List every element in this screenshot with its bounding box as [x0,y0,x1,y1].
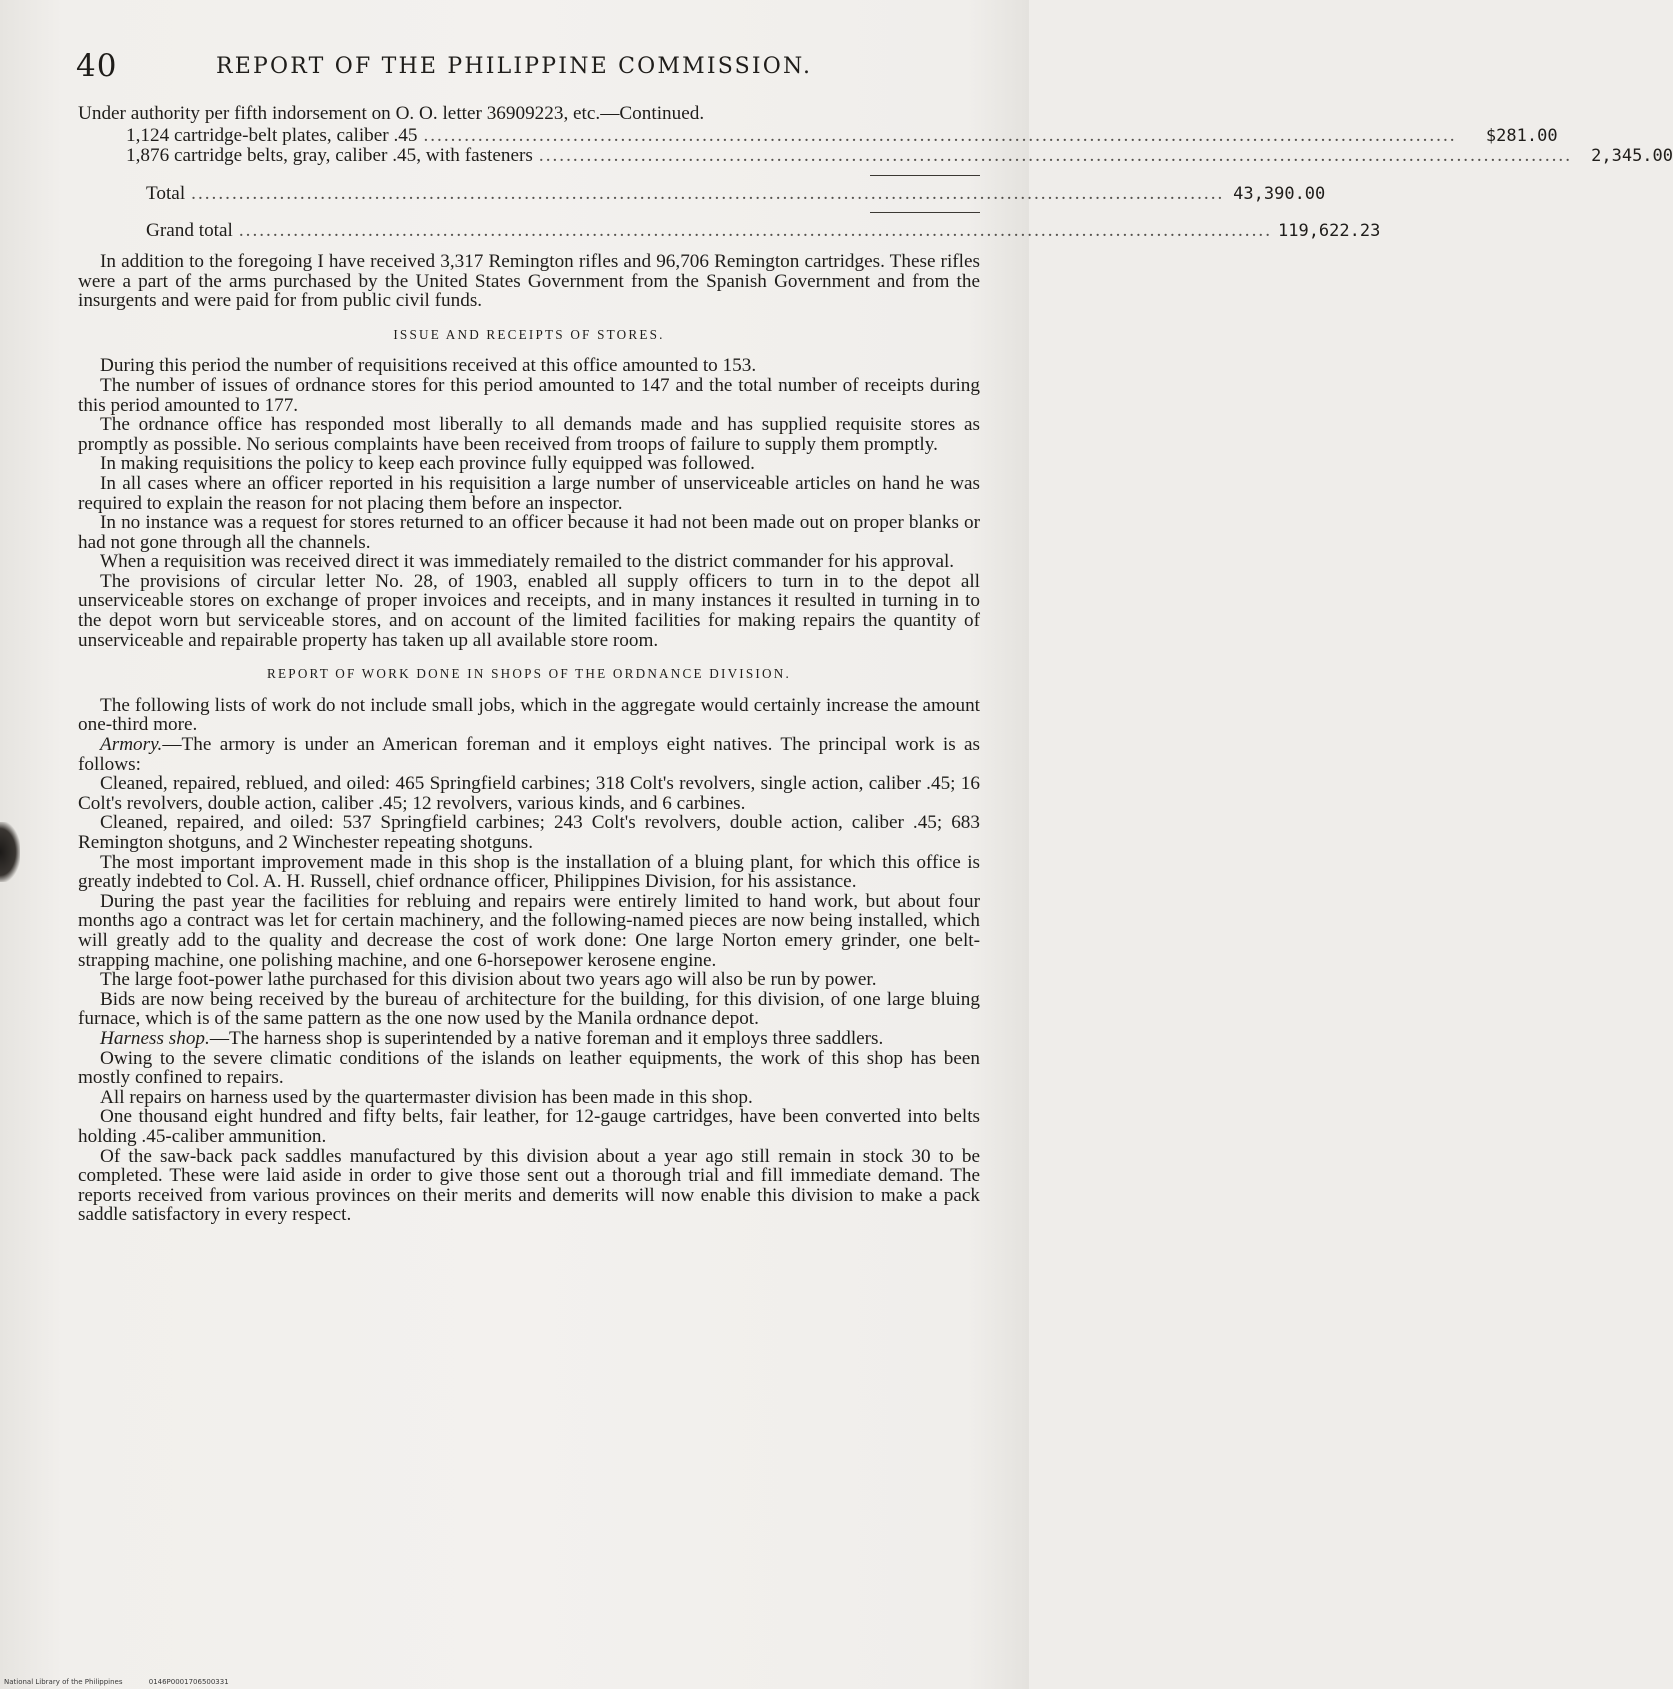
binding-shadow [0,822,20,882]
armory-label: Armory. [100,734,163,756]
paragraph: Cleaned, repaired, reblued, and oiled: 465 Springfield carbines; 318 Colt's revolvers, single action, caliber .45; 16 Colt's revolvers, double action, caliber .45; 12 revolvers, various kinds, and 6 carbines. [78,773,980,814]
ledger-item-description: 1,124 cartridge-belt plates, caliber .45 [126,124,418,146]
leader-dots: ........................................................................................................................................................ [538,145,1573,167]
page-content [78,103,1673,1226]
armory-paragraph [78,735,980,774]
work-section [78,696,980,1225]
harness-label: Harness shop. [100,1027,210,1049]
paragraph: The ordnance office has responded most liberally to all demands made and has supplied requisite stores as promptly as possible. No serious complaints have been received from troops of failure to supply them promptly. [78,414,980,455]
paragraph: Of the saw-back pack saddles manufactured by this division about a year ago still remain in stock 30 to be completed. These were laid aside in order to give those sent out a thorough trial and fill immediate demand. The reports received from various provinces on their merits and demerits will now enable this division to make a pack saddle satisfactory in every respect. [78,1145,980,1226]
paragraph: The provisions of circular letter No. 28, of 1903, enabled all supply officers to turn in to the depot all unserviceable stores on exchange of proper invoices and receipts, and in many instances it resulted in turning in to the depot worn but serviceable stores, and on account of the limited facilities for making repairs the quantity of unserviceable and repairable property has taken up all available store room. [78,570,980,651]
total-amount: 43,390.00 [1233,183,1326,204]
ledger-item-amount: $281.00 [1485,125,1558,146]
total-label: Total [146,182,186,204]
paragraph: The following lists of work do not include small jobs, which in the aggregate would certainly increase the amount one-third more. [78,694,980,736]
ledger-item [78,145,1673,167]
grand-total-rule [870,212,980,213]
paragraph: All repairs on harness used by the quartermaster division has been made in this shop. [100,1086,753,1108]
issue-section [78,356,980,650]
paragraph: The large foot-power lathe purchased for this division about two years ago will also be run by power. [100,969,877,991]
paragraph: The number of issues of ordnance stores for this period amounted to 147 and the total number of receipts during this period amounted to 177. [78,374,980,416]
footer-library: National Library of the Philippines [4,1678,123,1686]
ledger-item-description: 1,876 cartridge belts, gray, caliber .45, with fasteners [126,145,533,167]
leader-dots: ........................................................................................................................................................ [423,124,1457,146]
paragraph: In no instance was a request for stores returned to an officer because it had not been made out on proper blanks or had not gone through all the channels. [78,512,980,553]
harness-paragraph [78,1029,980,1049]
paragraph: Bids are now being received by the bureau of architecture for the building, for this division, of one large bluing furnace, which is of the same pattern as the one now used by the Manila ordnance depot. [78,988,980,1030]
ledger [78,103,1673,242]
paragraph: Owing to the severe climatic conditions of the islands on leather equipments, the work of this shop has been mostly confined to repairs. [78,1047,980,1089]
paragraph: When a requisition was received direct it was immediately remailed to the district commander for his approval. [100,551,955,573]
leader-dots: ........................................................................................................................................................ [191,182,1225,204]
paragraph: In all cases where an officer reported in his requisition a large number of unserviceable articles on hand he was required to explain the reason for not placing them before an inspector. [78,472,980,514]
page-number: 40 [76,48,118,84]
ledger-item-amount: 2,345.00 [1591,146,1673,167]
paragraph: The most important improvement made in this shop is the installation of a bluing plant, for which this office is greatly indebted to Col. A. H. Russell, chief ordnance officer, Philippines Division, for his assistance. [78,851,980,893]
harness-text: —The harness shop is superintended by a native foreman and it employs three saddlers. [209,1027,884,1049]
grand-total-row [78,220,1381,242]
page-header [76,48,976,88]
section-heading-work: REPORT OF WORK DONE IN SHOPS OF THE ORDNANCE DIVISION. [267,666,791,682]
intro-paragraph: In addition to the foregoing I have received 3,317 Remington rifles and 96,706 Remington cartridges. These rifles were a part of the arms purchased by the United States Government from the Spanish Government and from the insurgents and were paid for from public civil funds. [78,250,980,312]
paragraph: During this period the number of requisitions received at this office amounted to 153. [100,355,757,377]
leader-dots: ........................................................................................................................................................ [238,220,1272,242]
grand-total-amount: 119,622.23 [1277,221,1381,242]
paragraph: In making requisitions the policy to keep each province fully equipped was followed. [100,453,755,475]
ledger-continued-heading: Under authority per fifth indorsement on O. O. letter 36909223, etc.—Continued. [78,103,705,124]
running-title: REPORT OF THE PHILIPPINE COMMISSION. [216,54,813,79]
total-rule [870,175,980,176]
footer-identifier: 0146P0001706500331 [148,1678,229,1686]
grand-total-label: Grand total [146,220,233,242]
scan-footer [4,1678,253,1686]
armory-text: —The armory is under an American foreman and it employs eight natives. The principal work is as follows: [78,734,980,775]
ledger-item [78,124,1558,147]
paragraph: Cleaned, repaired, and oiled: 537 Springfield carbines; 243 Colt's revolvers, double action, caliber .45; 683 Remington shotguns, and 2 Winchester repeating shotguns. [78,812,980,853]
paragraph: During the past year the facilities for rebluing and repairs were entirely limited to hand work, but about four months ago a contract was let for certain machinery, and the following-named pieces are now being installed, which will greatly add to the quality and decrease the cost of work done: One large Norton emery grinder, one belt-strapping machine, one polishing machine, and one 6-horsepower kerosene engine. [78,890,980,971]
section-heading-issue: ISSUE AND RECEIPTS OF STORES. [393,326,665,342]
total-row [78,182,1326,205]
paragraph: One thousand eight hundred and fifty belts, fair leather, for 12-gauge cartridges, have been converted into belts holding .45-caliber ammunition. [78,1106,980,1147]
